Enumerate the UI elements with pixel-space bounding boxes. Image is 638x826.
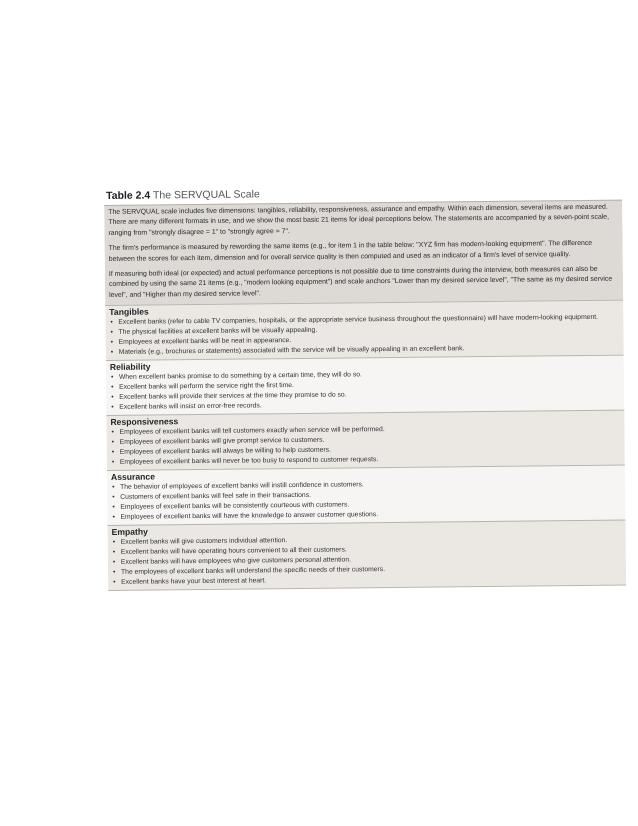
intro-paragraph: The firm's performance is measured by rewording the same items (e.g., for item 1 in the table below: "XYZ firm has modern-looking equipment". The difference between the scores for each item, dimension and for overall service quality is then computed and used as an indicator of a firm's level of service quality. <box>108 240 593 263</box>
table-caption <box>106 185 622 202</box>
section-assurance <box>107 465 626 525</box>
section-title: Empathy <box>111 526 148 538</box>
table-label: Table 2.4 <box>105 189 151 202</box>
section-empathy <box>108 520 627 590</box>
list-item: • Materials (e.g., brochures or statements) associated with the service will be visually appealing in an excellent bank. <box>110 343 620 358</box>
list-item: • When excellent banks promise to do something by a certain time, they will do so. <box>110 368 620 383</box>
list-item: • Employees of excellent banks will never be too busy to respond to customer requests. <box>111 453 621 468</box>
intro-block <box>104 200 623 306</box>
list-item: • Employees of excellent banks will tell customers exactly when service will be performed. <box>110 423 620 438</box>
section-title: Assurance <box>110 471 156 483</box>
list-item: • The employees of excellent banks will understand the specific needs of their customers. <box>112 563 622 578</box>
section-reliability <box>106 355 625 415</box>
list-item: • Employees of excellent banks will be consistently courteous with customers. <box>111 498 621 513</box>
list-item: • Excellent banks will give customers individual attention. <box>112 533 622 548</box>
list-item: • The physical facilities at excellent banks will be visually appealing. <box>109 323 619 338</box>
list-item: • Excellent banks have your best interest at heart. <box>112 573 622 588</box>
list-item: • Excellent banks will provide their services at the time they promise to do so. <box>110 388 620 403</box>
section-tangibles <box>105 300 624 360</box>
servqual-table <box>104 185 627 690</box>
intro-paragraph: If measuring both ideal (or expected) and actual performance perceptions is not possible due to time constraints during the interview, both measures can also be combined by using the same 21 items (e.g., "modern looking equipment") and scale anchors "Lower than my desired service level", "The same as my desired service level", and "Higher than my desired service level". <box>108 265 613 299</box>
section-title: Tangibles <box>109 306 149 318</box>
list-item: • The behavior of employees of excellent banks will instill confidence in customers. <box>111 478 621 493</box>
table-name: The SERVQUAL Scale <box>152 188 260 202</box>
list-item: • Excellent banks will insist on error-free records. <box>110 398 620 413</box>
list-item: • Employees of excellent banks will give prompt service to customers. <box>111 433 621 448</box>
list-item: • Employees of excellent banks will always be willing to help customers. <box>111 443 621 458</box>
section-title: Responsiveness <box>110 416 179 428</box>
section-title: Reliability <box>109 361 151 373</box>
list-item: • Customers of excellent banks will feel safe in their transactions. <box>111 488 621 503</box>
list-item: • Excellent banks will have employees who give customers personal attention. <box>112 553 622 568</box>
intro-paragraph: The SERVQUAL scale includes five dimensions: tangibles, reliability, responsiveness, assurance and empathy. Within each dimension, several items are measured. There are many different formats in use, and we show the most basic 21 items for ideal perceptions below. The statements are accompanied by a seven-point scale, ranging from "strongly disagree = 1" to "strongly agree = 7". <box>108 203 610 237</box>
list-item: • Employees of excellent banks will have the knowledge to answer customer questions. <box>111 508 621 523</box>
list-item: • Excellent banks will perform the service right the first time. <box>110 378 620 393</box>
list-item: • Employees at excellent banks will be neat in appearance. <box>110 333 620 348</box>
section-responsiveness <box>106 410 625 470</box>
list-item: • Excellent banks (refer to cable TV companies, hospitals, or the appropriate service business throughout the questionnaire) will have modern-looking equipment. <box>109 313 619 328</box>
list-item: • Excellent banks will have operating hours convenient to all their customers. <box>112 543 622 558</box>
